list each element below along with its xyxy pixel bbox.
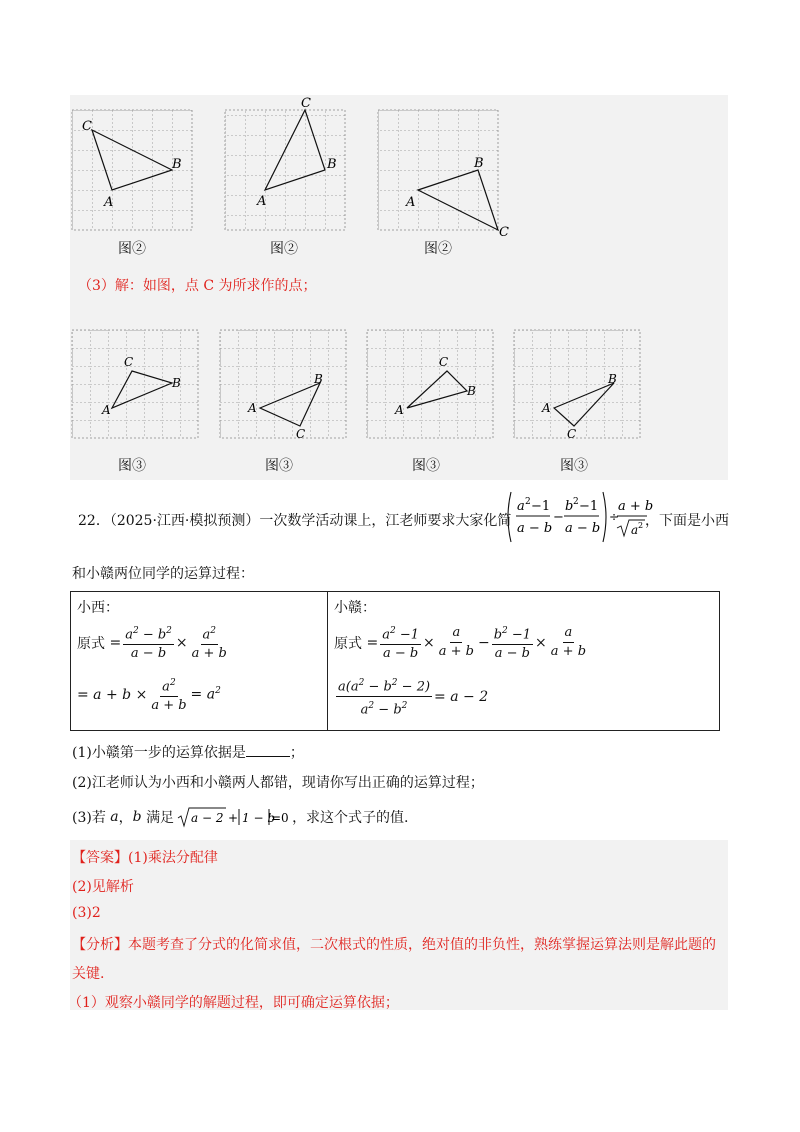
- figure-3-a: [72, 330, 197, 445]
- question-expression: [505, 488, 654, 546]
- svg-text:B: B: [474, 156, 484, 171]
- svg-text:A: A: [395, 403, 404, 417]
- xiaogan-name: 小赣：: [334, 600, 376, 616]
- svg-text:A: A: [257, 194, 267, 209]
- svg-text:1 − b: 1 − b: [242, 811, 276, 825]
- svg-text:÷: ÷: [609, 510, 620, 524]
- figure-2-c: [378, 110, 518, 240]
- sub-question-1: (1)小赣第一步的运算依据是 ；: [72, 745, 304, 761]
- xiaoxi-step2: = a + b × $\frac{a^2}{a + b}$ = $a^2$: [77, 674, 221, 715]
- question-number: 22．: [78, 513, 110, 529]
- svg-text:C: C: [124, 355, 134, 369]
- svg-text:B: B: [172, 157, 182, 172]
- svg-text:2: 2: [638, 521, 644, 530]
- svg-text:A: A: [406, 195, 416, 210]
- svg-text:B: B: [467, 384, 476, 398]
- svg-text:C: C: [296, 427, 306, 441]
- svg-text:A: A: [542, 401, 551, 415]
- analysis-text3: （1）观察小赣同学的解题过程，即可确定运算依据；: [68, 995, 399, 1011]
- figure-3-a-caption: 图③: [118, 458, 146, 474]
- xiaogan-step1: 原式 = $\frac{a^2 -1}{a - b}$ × $\frac{a}{a + b}$ − $\frac{b^2 -1}{a - b}$ × $\frac{a}{a + b}$: [334, 622, 590, 663]
- xiaoxi-cell: [71, 592, 328, 731]
- question-tail: ，下面是小西: [645, 513, 729, 529]
- svg-text:a + b: a + b: [618, 499, 654, 514]
- svg-text:b: b: [565, 499, 574, 514]
- figure-2-b-caption: 图②: [270, 241, 298, 257]
- figure-3-c: [367, 330, 492, 445]
- svg-text:−1: −1: [531, 499, 551, 514]
- svg-text:=0: =0: [271, 811, 289, 825]
- svg-text:B: B: [172, 376, 181, 390]
- figure-3-b-caption: 图③: [265, 458, 293, 474]
- svg-text:B: B: [327, 157, 337, 172]
- svg-text:a − b: a − b: [565, 521, 601, 536]
- sub-question-3: (3)若 a ， b 满足 a − 2 + 1 − b =0 ，求这个式子的值.: [72, 806, 409, 828]
- analysis-text1: 本题考查了分式的化简求值，二次根式的性质，绝对值的非负性，熟练掌握运算法则是解此题的: [128, 937, 716, 953]
- svg-text:B: B: [314, 372, 323, 386]
- svg-text:a − b: a − b: [517, 521, 553, 536]
- answer-blank: [246, 756, 290, 757]
- svg-text:+: +: [228, 811, 239, 825]
- xiaoxi-step1: 原式 = $\frac{a^2 - b^2}{a - b}$ × $\frac{a^2}{a + b}$: [77, 622, 231, 663]
- svg-text:a: a: [517, 499, 525, 514]
- svg-text:2: 2: [573, 497, 579, 507]
- answer-3: (3)2: [72, 905, 101, 921]
- sub-question-2: (2)江老师认为小西和小赣两人都错，现请你写出正确的运算过程；: [72, 775, 484, 791]
- question-22-line1: [78, 510, 511, 530]
- xiaogan-step2: $\frac{a(a^2 - b^2 - 2)}{a^2 - b^2}$ = a − 2: [334, 674, 488, 720]
- svg-text:C: C: [499, 225, 509, 240]
- svg-text:A: A: [102, 403, 111, 417]
- figure-2-b: [225, 95, 355, 235]
- xiaoxi-name: 小西：: [77, 600, 119, 616]
- figure-2-a-caption: 图②: [118, 241, 146, 257]
- xiaogan-cell: [328, 592, 720, 731]
- svg-text:−1: −1: [579, 499, 599, 514]
- figure-3-c-caption: 图③: [412, 458, 440, 474]
- figure-2-c-caption: 图②: [424, 241, 452, 257]
- answer-line1: [72, 847, 218, 867]
- svg-text:C: C: [82, 119, 92, 134]
- svg-text:−: −: [553, 510, 564, 525]
- svg-text:C: C: [301, 96, 311, 111]
- condition-expression: [178, 806, 289, 828]
- svg-text:B: B: [608, 372, 617, 386]
- answer-1: (1)乘法分配律: [128, 850, 218, 866]
- svg-text:A: A: [248, 401, 257, 415]
- svg-text:a: a: [631, 523, 639, 537]
- svg-text:a − 2: a − 2: [191, 811, 224, 825]
- analysis-line1: [72, 934, 716, 954]
- figure-2-a: [72, 110, 202, 240]
- question-line2: 和小赣两位同学的运算过程：: [72, 566, 254, 582]
- svg-text:C: C: [439, 355, 449, 369]
- answer-2: (2)见解析: [72, 879, 134, 895]
- answer-label: 【答案】: [72, 850, 128, 866]
- step3-solution-text: （3）解：如图，点 C 为所求作的点；: [78, 278, 317, 294]
- figure-3-d-caption: 图③: [560, 458, 588, 474]
- svg-text:A: A: [104, 195, 114, 210]
- question-source: （2025·江西·模拟预测）一次数学活动课上，江老师要求大家化简: [109, 513, 512, 529]
- analysis-label: 【分析】: [72, 937, 128, 953]
- analysis-text2: 关键.: [72, 966, 105, 982]
- svg-text:C: C: [567, 427, 577, 441]
- figure-3-d: [514, 330, 639, 445]
- svg-text:2: 2: [525, 497, 531, 507]
- figure-3-b: [220, 330, 345, 445]
- student-work-table: [70, 591, 720, 731]
